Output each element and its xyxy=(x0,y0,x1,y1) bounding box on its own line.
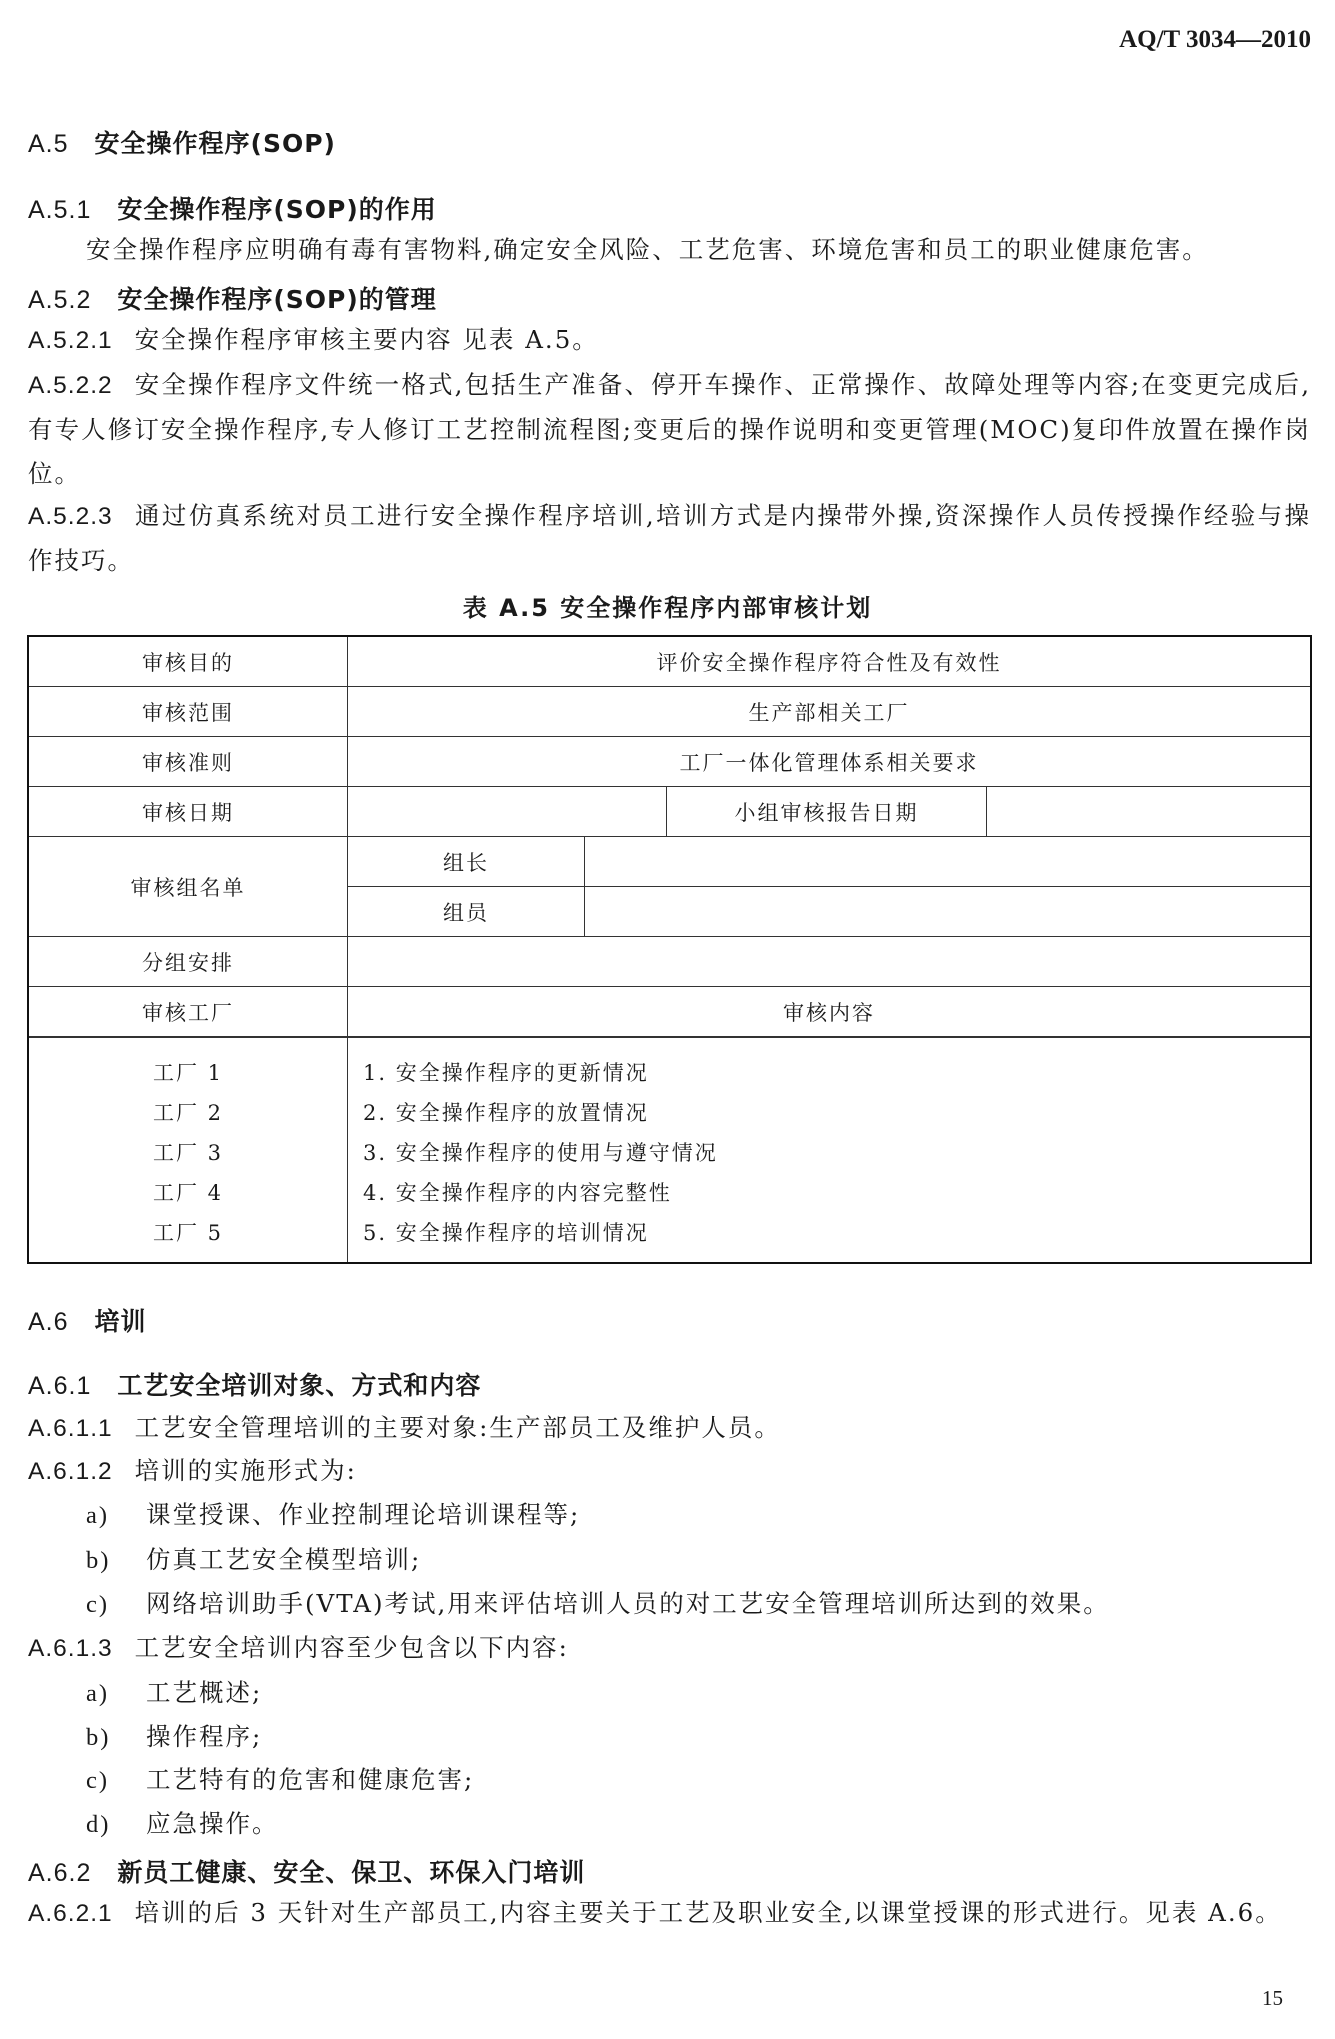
scope-value: 生产部相关工厂 xyxy=(748,700,910,725)
report-date-label: 小组审核报告日期 xyxy=(734,800,919,825)
section-number: A.6.1 xyxy=(28,1372,92,1400)
list-marker: b) xyxy=(86,1547,111,1574)
section-title: 工艺安全培训对象、方式和内容 xyxy=(117,1371,482,1400)
list-text: 操作程序; xyxy=(146,1722,263,1751)
criteria-value: 工厂一体化管理体系相关要求 xyxy=(679,750,979,775)
list-marker: a) xyxy=(86,1680,110,1707)
list-item xyxy=(86,1758,474,1803)
member-label: 组员 xyxy=(443,900,489,925)
list-item xyxy=(86,1802,279,1847)
leader-label: 组长 xyxy=(443,850,489,875)
standard-number: AQ/T 3034—2010 xyxy=(1119,26,1311,53)
list-item xyxy=(86,1671,262,1716)
page-number: 15 xyxy=(1262,1986,1283,2010)
list-marker: c) xyxy=(86,1767,110,1794)
purpose-label: 审核目的 xyxy=(142,650,234,675)
plant-item: 工厂 3 xyxy=(152,1141,224,1165)
section-number: A.6.2 xyxy=(28,1859,92,1887)
paragraph-a521 xyxy=(28,318,1311,363)
section-number: A.5 xyxy=(28,130,69,158)
list-text: 网络培训助手(VTA)考试,用来评估培训人员的对工艺安全管理培训所达到的效果。 xyxy=(146,1589,1110,1618)
plant-item: 工厂 2 xyxy=(152,1101,224,1125)
paragraph-a522 xyxy=(28,363,1311,496)
plant-item: 工厂 1 xyxy=(152,1061,224,1085)
section-title: 新员工健康、安全、保卫、环保入门培训 xyxy=(117,1858,586,1887)
plant-list xyxy=(29,1053,347,1253)
clause-number: A.5.2.2 xyxy=(28,372,113,399)
section-number: A.5.1 xyxy=(28,196,92,224)
clause-number: A.6.1.2 xyxy=(28,1458,113,1485)
list-marker: b) xyxy=(86,1724,111,1751)
section-heading-a51 xyxy=(28,190,437,226)
clause-text: 工艺安全管理培训的主要对象:生产部员工及维护人员。 xyxy=(134,1413,781,1442)
clause-text: 工艺安全培训内容至少包含以下内容: xyxy=(134,1633,569,1662)
list-item xyxy=(86,1538,421,1583)
plant-header: 审核工厂 xyxy=(142,1000,234,1025)
list-text: 工艺概述; xyxy=(146,1678,263,1707)
section-heading-a6 xyxy=(28,1302,147,1338)
section-heading-a61 xyxy=(28,1366,481,1402)
plant-item: 工厂 5 xyxy=(152,1221,224,1245)
section-number: A.5.2 xyxy=(28,286,92,314)
paragraph-a621 xyxy=(28,1891,1311,1936)
date-label: 审核日期 xyxy=(142,800,234,825)
clause-number: A.6.1.3 xyxy=(28,1635,113,1662)
clause-text: 培训的实施形式为: xyxy=(134,1456,357,1485)
list-item xyxy=(86,1493,580,1538)
criteria-label: 审核准则 xyxy=(142,750,234,775)
list-text: 应急操作。 xyxy=(146,1809,279,1838)
clause-number: A.5.2.1 xyxy=(28,327,113,354)
section-title: 安全操作程序(SOP) xyxy=(94,129,336,158)
purpose-value: 评价安全操作程序符合性及有效性 xyxy=(656,650,1002,675)
content-item: 2. 安全操作程序的放置情况 xyxy=(363,1101,649,1125)
content-item: 3. 安全操作程序的使用与遵守情况 xyxy=(363,1141,718,1165)
list-text: 课堂授课、作业控制理论培训课程等; xyxy=(146,1500,581,1529)
clause-text: 通过仿真系统对员工进行安全操作程序培训,培训方式是内操带外操,资深操作人员传授操作经验与操作技巧。 xyxy=(28,501,1311,575)
section-heading-a52 xyxy=(28,280,437,316)
list-item xyxy=(86,1582,1110,1627)
audit-plan-table xyxy=(27,635,1312,1264)
scope-label: 审核范围 xyxy=(142,700,234,725)
content-item: 5. 安全操作程序的培训情况 xyxy=(363,1221,649,1245)
paragraph-a612 xyxy=(28,1449,1311,1494)
team-label: 审核组名单 xyxy=(130,875,246,900)
clause-text: 培训的后 3 天针对生产部员工,内容主要关于工艺及职业安全,以课堂授课的形式进行。见表 A.6。 xyxy=(134,1898,1282,1927)
paragraph-a611 xyxy=(28,1406,1311,1451)
clause-text: 安全操作程序审核主要内容 见表 A.5。 xyxy=(134,325,599,354)
paragraph-a51: 安全操作程序应明确有毒有害物料,确定安全风险、工艺危害、环境危害和员工的职业健康危害。 xyxy=(86,235,1209,264)
content-header: 审核内容 xyxy=(783,1000,875,1025)
list-marker: c) xyxy=(86,1591,110,1618)
list-text: 工艺特有的危害和健康危害; xyxy=(146,1765,475,1794)
content-item: 1. 安全操作程序的更新情况 xyxy=(363,1061,649,1085)
grouping-label: 分组安排 xyxy=(142,950,234,975)
paragraph-a613 xyxy=(28,1626,1311,1671)
content-item: 4. 安全操作程序的内容完整性 xyxy=(363,1181,672,1205)
list-item xyxy=(86,1715,262,1760)
list-text: 仿真工艺安全模型培训; xyxy=(146,1545,422,1574)
clause-number: A.6.1.1 xyxy=(28,1415,113,1442)
plant-item: 工厂 4 xyxy=(152,1181,224,1205)
clause-text: 安全操作程序文件统一格式,包括生产准备、停开车操作、正常操作、故障处理等内容;在变更完成后,有专人修订安全操作程序,专人修订工艺控制流程图;变更后的操作说明和变更管理(MOC)复印件放置在操作岗位。 xyxy=(28,370,1311,488)
section-title: 安全操作程序(SOP)的管理 xyxy=(117,285,437,314)
section-title: 培训 xyxy=(94,1307,147,1336)
section-heading-a5 xyxy=(28,124,336,160)
clause-number: A.6.2.1 xyxy=(28,1900,113,1927)
section-title: 安全操作程序(SOP)的作用 xyxy=(117,195,437,224)
list-marker: d) xyxy=(86,1811,111,1838)
section-number: A.6 xyxy=(28,1308,69,1336)
section-heading-a62 xyxy=(28,1853,585,1889)
list-marker: a) xyxy=(86,1502,110,1529)
clause-number: A.5.2.3 xyxy=(28,503,113,530)
table-title: 表 A.5 安全操作程序内部审核计划 xyxy=(462,594,873,622)
paragraph-a523 xyxy=(28,494,1311,583)
content-list xyxy=(363,1053,718,1253)
